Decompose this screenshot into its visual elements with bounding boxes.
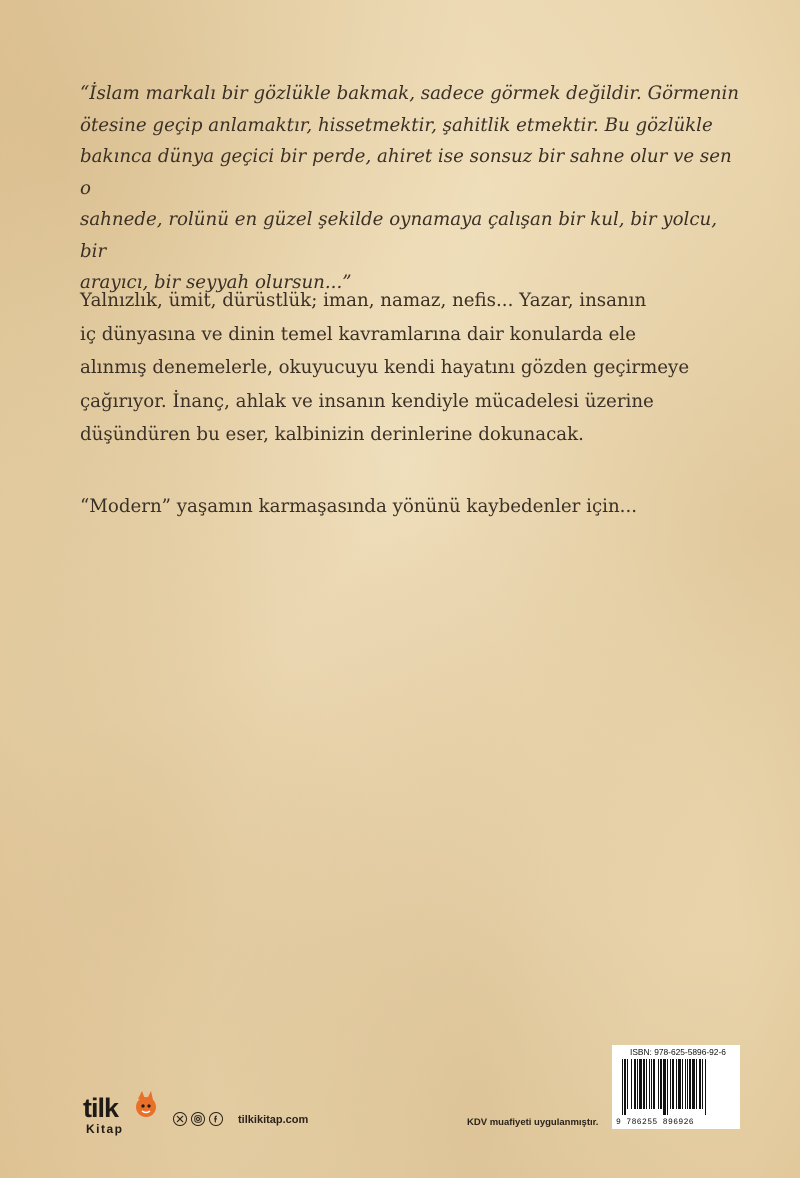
barcode-bar: [646, 1059, 647, 1109]
quote-line: “İslam markalı bir gözlükle bakmak, sadece görmek değildir. Görmenin: [80, 83, 740, 104]
instagram-icon[interactable]: [191, 1112, 205, 1126]
tilki-fox-logo-icon: [82, 1087, 160, 1137]
barcode-bar: [653, 1059, 655, 1109]
x-icon[interactable]: [173, 1112, 187, 1126]
barcode-bar: [672, 1059, 674, 1109]
description-line: iç dünyasına ve dinin temel kavramlarına dair konularda ele: [80, 323, 637, 345]
isbn-barcode: [612, 1045, 740, 1129]
barcode-bar: [676, 1059, 677, 1109]
barcode-digits: 9 786255 896926: [616, 1118, 695, 1127]
isbn-label: ISBN: 978-625-5896-92-6: [630, 1047, 726, 1057]
barcode-bar: [678, 1059, 681, 1109]
barcode-bar: [705, 1059, 706, 1115]
description-line: alınmış denemelerle, okuyucuyu kendi hayatını gözden geçirmeye: [80, 357, 690, 378]
description-paragraph: [80, 284, 740, 452]
barcode-bar: [627, 1059, 628, 1109]
back-cover-quote: [80, 78, 740, 299]
barcode-bar: [687, 1059, 688, 1109]
barcode-bar: [682, 1059, 683, 1109]
publisher-website[interactable]: tilkikitap.com: [238, 1114, 309, 1126]
publisher-logo: [82, 1087, 160, 1137]
barcode-bar: [639, 1059, 642, 1109]
kdv-note: KDV muafiyeti uygulanmıştır.: [467, 1117, 599, 1128]
barcode-bar: [631, 1059, 632, 1109]
barcode-bar: [685, 1059, 686, 1109]
barcode-bar: [637, 1059, 638, 1109]
svg-text:Kitap: Kitap: [86, 1122, 124, 1136]
barcode-bar: [670, 1059, 671, 1109]
barcode-bar: [658, 1059, 659, 1109]
barcode-bar: [699, 1059, 701, 1109]
barcode-bar: [696, 1059, 697, 1109]
quote-line: bakınca dünya geçici bir perde, ahiret ise sonsuz bir sahne olur ve sen o: [80, 146, 732, 199]
description-line: düşündüren bu eser, kalbinizin derinlerine dokunacak.: [80, 424, 584, 445]
barcode-bar: [651, 1059, 652, 1109]
barcode-bars: [616, 1058, 736, 1116]
svg-text:tilk: tilk: [83, 1093, 119, 1123]
quote-line: arayıcı, bir seyyah olursun...”: [80, 272, 352, 293]
description-line: Yalnızlık, ümit, dürüstlük; iman, namaz, nefis... Yazar, insanın: [80, 290, 647, 311]
quote-line: sahnede, rolünü en güzel şekilde oynamaya çalışan bir kul, bir yolcu, bir: [80, 209, 718, 262]
barcode-bar: [649, 1059, 650, 1109]
barcode-bar: [634, 1059, 636, 1109]
tagline-paragraph: “Modern” yaşamın karmaşasında yönünü kaybedenler için...: [80, 496, 638, 517]
barcode-bar: [643, 1059, 645, 1109]
barcode-bar: [689, 1059, 691, 1109]
barcode-bar: [660, 1059, 662, 1109]
facebook-icon[interactable]: [209, 1112, 223, 1126]
barcode-bar: [702, 1059, 703, 1109]
description-line: çağırıyor. İnanç, ahlak ve insanın kendiyle mücadelesi üzerine: [80, 390, 654, 412]
barcode-bar: [692, 1059, 695, 1109]
barcode-bar: [622, 1059, 623, 1115]
barcode-bar: [624, 1059, 626, 1115]
quote-line: ötesine geçip anlamaktır, hissetmektir, şahitlik etmektir. Bu gözlükle: [80, 114, 713, 136]
barcode-bar: [667, 1059, 668, 1115]
social-links: [173, 1112, 223, 1126]
barcode-bar: [663, 1059, 666, 1115]
